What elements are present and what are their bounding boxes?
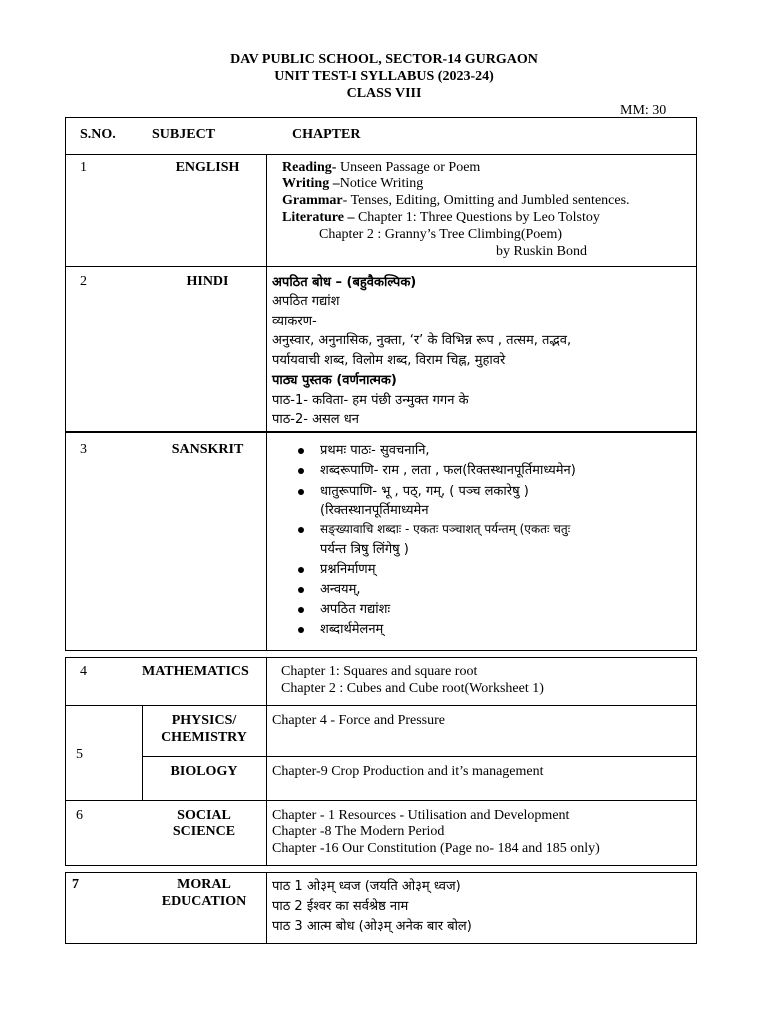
grammar-text: - Tenses, Editing, Omitting and Jumbled sentences. (342, 193, 630, 208)
column-header-subject: SUBJECT (152, 127, 216, 142)
bullet-icon (298, 468, 304, 474)
social-subject-line1: SOCIAL (177, 808, 231, 823)
sanskrit-item: शब्दार्थमेलनम् (320, 622, 384, 637)
sno-cell: 2 (80, 274, 87, 289)
math-chapter-1: Chapter 1: Squares and square root (281, 664, 478, 679)
class-label: CLASS VIII (346, 86, 422, 101)
hindi-line: पाठ-2- असल धन (272, 412, 359, 427)
sanskrit-item: (रिक्तस्थानपूर्तिमाध्यमेन (320, 503, 429, 518)
bullet-icon (298, 607, 304, 613)
bullet-icon (298, 627, 304, 633)
sno-cell: 1 (80, 160, 87, 175)
column-divider (266, 266, 267, 432)
hindi-line: पर्यायवाची शब्द, विलोम शब्द, विराम चिह्न, मुहावरे (272, 353, 506, 368)
moral-line: पाठ 1 ओ३म् ध्वज (जयति ओ३म् ध्वज) (272, 879, 461, 894)
reading-label: Reading- (282, 160, 337, 175)
sno-cell: 7 (72, 877, 79, 892)
subject-cell: MATHEMATICS (142, 664, 249, 679)
column-divider (266, 800, 267, 866)
subject-cell: HINDI (186, 274, 229, 289)
column-divider (266, 657, 267, 706)
literature-label: Literature – (282, 210, 355, 225)
english-chapter2-line: Chapter 2 : Granny’s Tree Climbing(Poem) (319, 227, 563, 242)
social-chapter-2: Chapter -8 The Modern Period (272, 824, 445, 839)
sanskrit-item: सङ्ख्यावाचि शब्दाः - एकतः पञ्चाशत् पर्यन्तम् (एकतः चतुः (320, 522, 571, 536)
moral-subject-line2: EDUCATION (161, 894, 247, 909)
column-divider (266, 872, 267, 944)
column-divider (266, 432, 267, 651)
sanskrit-item: शब्दरूपाणि- राम , लता , फल(रिक्तस्थानपूर्तिमाध्यमेन) (320, 463, 576, 478)
bullet-icon (298, 587, 304, 593)
row-divider (142, 756, 697, 757)
sanskrit-item: अन्वयम्, (320, 582, 361, 597)
biology-chapter: Chapter-9 Crop Production and it’s management (272, 764, 544, 779)
sno-cell: 5 (76, 747, 83, 762)
sanskrit-item: धातुरूपाणि- भू , पठ्, गम्, ( पञ्च लकारेषु ) (320, 484, 529, 499)
column-divider (266, 154, 267, 267)
reading-line (282, 160, 480, 176)
reading-text: Unseen Passage or Poem (336, 160, 481, 175)
subject-cell: ENGLISH (175, 160, 240, 175)
sno-cell: 3 (80, 442, 87, 457)
sno-cell: 6 (76, 808, 83, 823)
column-header-chapter: CHAPTER (292, 127, 361, 142)
sanskrit-item: प्रथमः पाठः- सुवचनानि, (320, 443, 430, 458)
literature-text: Chapter 1: Three Questions by Leo Tolstoy (354, 210, 600, 225)
moral-line: पाठ 3 आत्म बोध (ओ३म् अनेक बार बोल) (272, 919, 472, 934)
writing-line (282, 176, 423, 192)
document-title: UNIT TEST-I SYLLABUS (2023-24) (274, 69, 494, 84)
writing-label: Writing – (282, 176, 340, 191)
social-chapter-1: Chapter - 1 Resources - Utilisation and Development (272, 808, 570, 823)
sanskrit-item: पर्यन्त त्रिषु लिंगेषु ) (320, 542, 409, 557)
social-subject-line2: SCIENCE (172, 824, 236, 839)
column-header-sno: S.NO. (80, 127, 116, 142)
moral-subject-line1: MORAL (177, 877, 231, 892)
physics-subject-line1: PHYSICS/ (171, 713, 237, 728)
bullet-icon (298, 448, 304, 454)
sanskrit-item: अपठित गद्यांशः (320, 602, 391, 617)
bullet-icon (298, 567, 304, 573)
grammar-label: Grammar (282, 193, 343, 208)
literature-line (282, 210, 600, 226)
sno-cell: 4 (80, 664, 87, 679)
subject-cell: SANSKRIT (171, 442, 244, 457)
hindi-line: व्याकरण- (272, 314, 317, 329)
sanskrit-item: प्रश्ननिर्माणम् (320, 562, 376, 577)
math-chapter-2: Chapter 2 : Cubes and Cube root(Worksheet 1) (281, 681, 544, 696)
bullet-icon (298, 489, 304, 495)
column-divider (266, 705, 267, 801)
english-author-line: by Ruskin Bond (496, 244, 588, 259)
bullet-icon (298, 527, 304, 533)
hindi-line: पाठ-1- कविता- हम पंछी उन्मुक्त गगन के (272, 393, 469, 408)
hindi-line: अपठित बोध – (बहुवैकल्पिक) (272, 275, 417, 290)
physics-subject-line2: CHEMISTRY (161, 730, 247, 745)
physics-chapter: Chapter 4 - Force and Pressure (272, 713, 446, 728)
hindi-line: अनुस्वार, अनुनासिक, नुक्ता, ‘र’ के विभिन्न रूप , तत्सम, तद्भव, (272, 333, 572, 348)
school-name: DAV PUBLIC SCHOOL, SECTOR-14 GURGAON (230, 52, 538, 67)
biology-subject: BIOLOGY (170, 764, 238, 779)
grammar-line (282, 193, 630, 209)
hindi-line: पाठ्य पुस्तक (वर्णनात्मक) (272, 373, 397, 388)
hindi-line: अपठित गद्यांश (272, 294, 340, 309)
max-marks: MM: 30 (620, 103, 667, 118)
writing-text: Notice Writing (339, 176, 424, 191)
social-chapter-3: Chapter -16 Our Constitution (Page no- 184 and 185 only) (272, 841, 600, 856)
moral-line: पाठ 2 ईश्वर का सर्वश्रेष्ठ नाम (272, 899, 409, 914)
